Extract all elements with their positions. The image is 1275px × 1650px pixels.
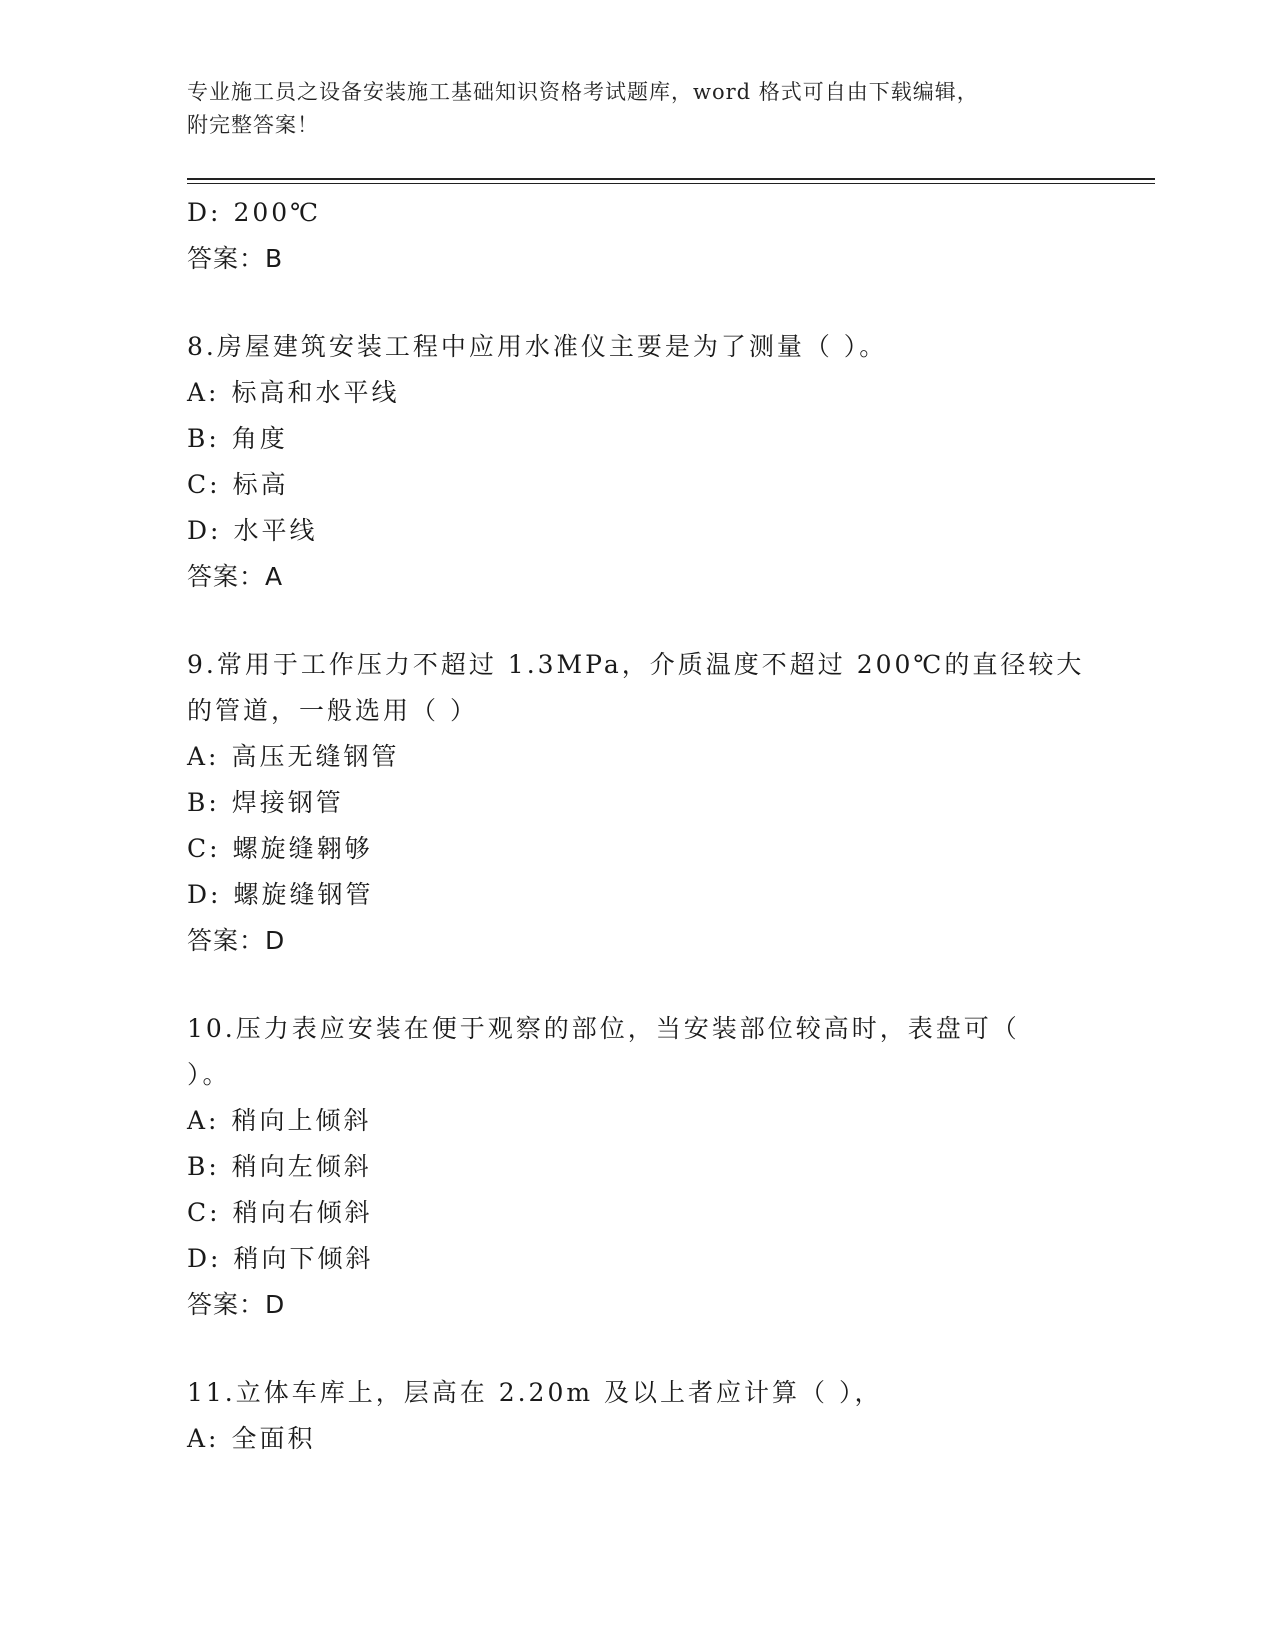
option-label: D: xyxy=(187,880,222,909)
option-text: 水平线 xyxy=(233,516,318,545)
option-text: 标高和水平线 xyxy=(231,378,400,407)
question-stem-line-1: 10.压力表应安装在便于观察的部位，当安装部位较高时，表盘可（ xyxy=(187,1014,1020,1043)
option-text: 螺旋缝翱够 xyxy=(232,834,373,863)
answer-line: 答案：B xyxy=(187,244,284,273)
option-text: 角度 xyxy=(231,424,288,453)
option-b xyxy=(187,780,1087,826)
option-b xyxy=(187,416,1087,462)
option-text: 标高 xyxy=(232,470,289,499)
option-d xyxy=(187,1236,1087,1282)
document-header xyxy=(187,76,1067,142)
option-text: 稍向左倾斜 xyxy=(231,1152,372,1181)
option-label: B: xyxy=(187,424,220,453)
option-label: D: xyxy=(187,516,222,545)
header-rule-thick xyxy=(187,178,1155,180)
option-d xyxy=(187,190,1087,236)
option-b xyxy=(187,1144,1087,1190)
option-c xyxy=(187,462,1087,508)
option-label: D: xyxy=(187,1244,222,1273)
option-text: 全面积 xyxy=(231,1424,316,1453)
option-label: A: xyxy=(187,1106,220,1135)
question-stem-line-2: ）。 xyxy=(187,1060,231,1089)
answer-line: 答案：D xyxy=(187,926,286,955)
answer-line: 答案：A xyxy=(187,562,284,591)
option-label: A: xyxy=(187,1424,220,1453)
option-text: 高压无缝钢管 xyxy=(231,742,400,771)
option-a xyxy=(187,370,1087,416)
question-stem: 8.房屋建筑安装工程中应用水准仪主要是为了测量（ ）。 xyxy=(187,332,888,361)
option-text: 焊接钢管 xyxy=(231,788,344,817)
option-label: C: xyxy=(187,834,221,863)
option-label: A: xyxy=(187,742,220,771)
option-label: B: xyxy=(187,1152,220,1181)
option-text: 螺旋缝钢管 xyxy=(233,880,374,909)
question-stem: 11.立体车库上，层高在 2.20m 及以上者应计算（ ）， xyxy=(187,1378,883,1407)
option-d xyxy=(187,872,1087,918)
answer-line: 答案：D xyxy=(187,1290,286,1319)
question-list xyxy=(187,190,1087,1462)
option-label: C: xyxy=(187,1198,221,1227)
option-text: 稍向上倾斜 xyxy=(231,1106,372,1135)
option-text: 200℃ xyxy=(233,198,322,227)
option-text: 稍向右倾斜 xyxy=(232,1198,373,1227)
option-a xyxy=(187,734,1087,780)
header-line-2: 附完整答案！ xyxy=(187,113,319,137)
question-stem-line-1: 9.常用于工作压力不超过 1.3MPa，介质温度不超过 200℃的直径较大 xyxy=(187,650,1085,679)
option-c xyxy=(187,826,1087,872)
option-c xyxy=(187,1190,1087,1236)
option-label: B: xyxy=(187,788,220,817)
option-label: C: xyxy=(187,470,221,499)
option-label: A: xyxy=(187,378,220,407)
header-line-1: 专业施工员之设备安装施工基础知识资格考试题库，word 格式可自由下载编辑， xyxy=(187,80,979,104)
option-a xyxy=(187,1098,1087,1144)
option-a xyxy=(187,1416,1087,1462)
question-stem-line-2: 的管道，一般选用（ ） xyxy=(187,696,478,725)
option-label: D: xyxy=(187,198,222,227)
option-d xyxy=(187,508,1087,554)
option-text: 稍向下倾斜 xyxy=(233,1244,374,1273)
header-rule-thin xyxy=(187,183,1155,184)
